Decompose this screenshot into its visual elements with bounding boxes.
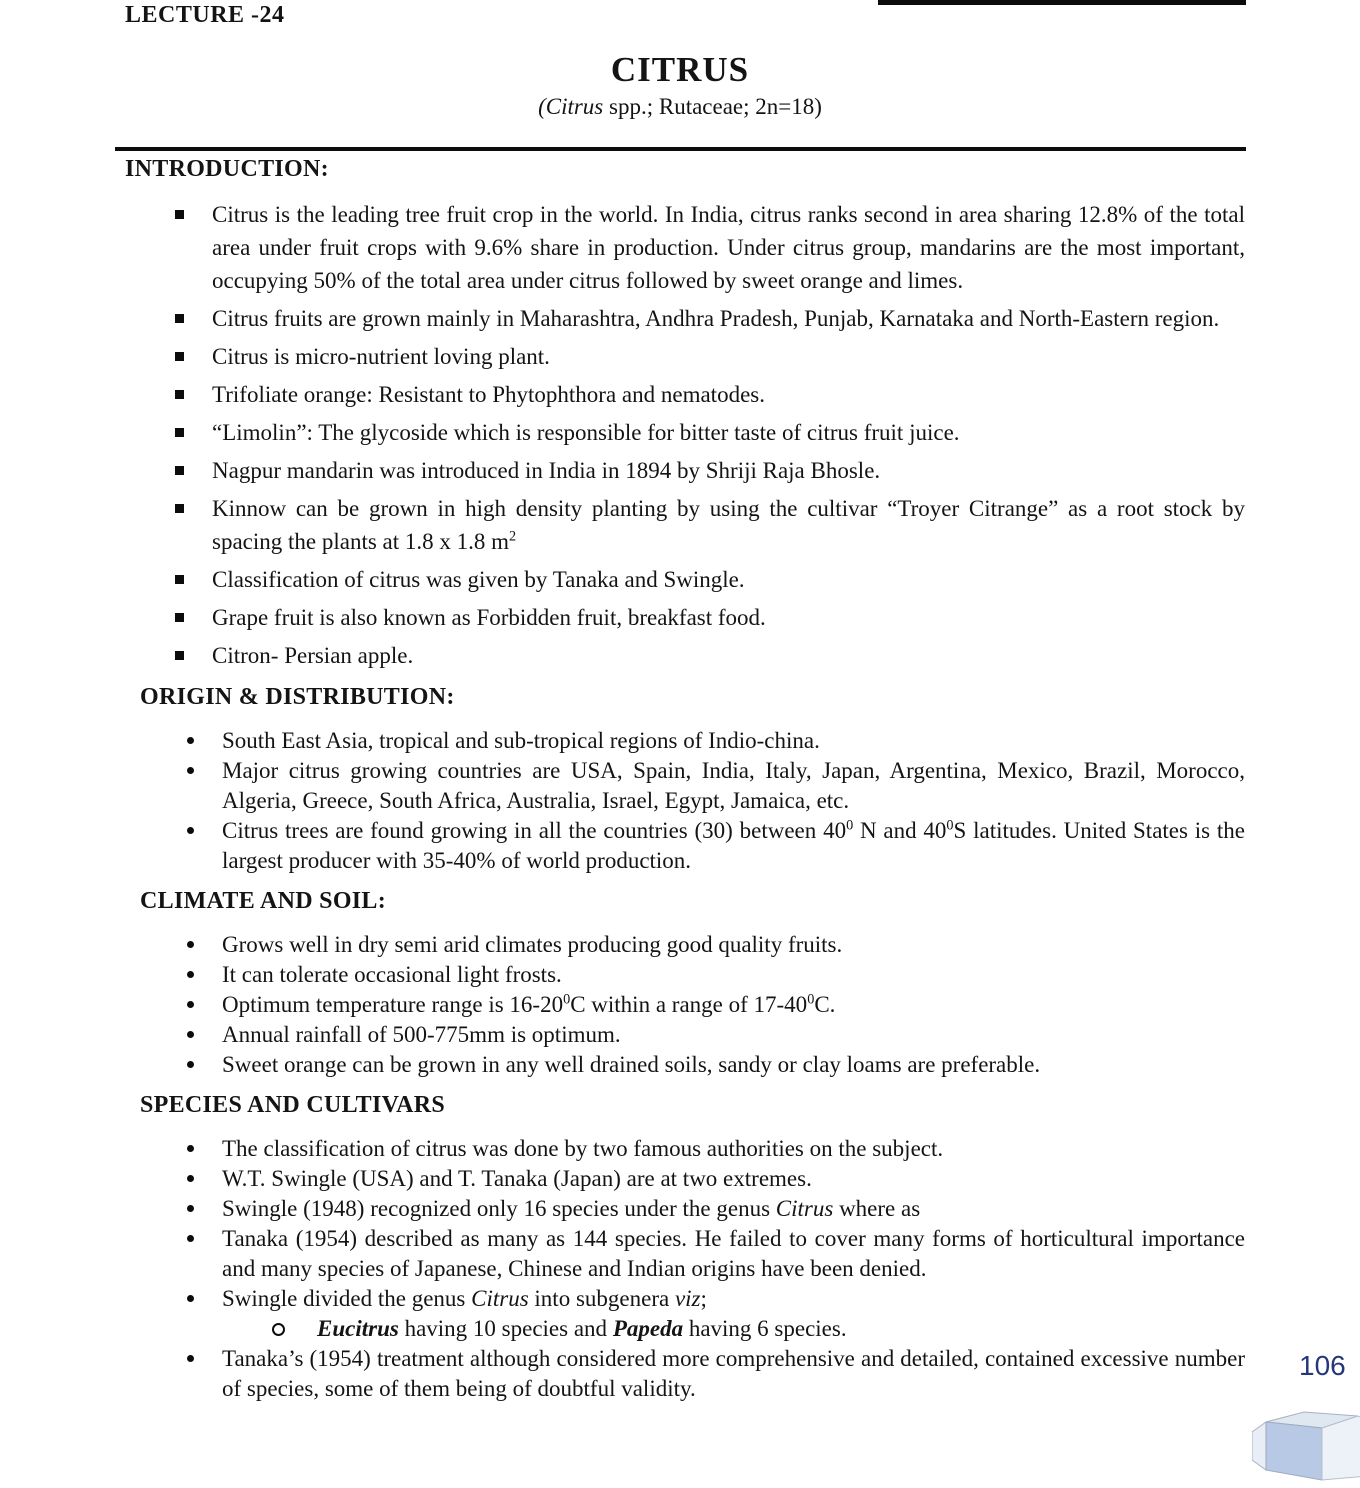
text-run: S latitudes. United States is the largest producer with 35-40% of world production. — [222, 818, 1245, 873]
text-run: The classification of citrus was done by two famous authorities on the subject. — [222, 1136, 944, 1161]
text-run: Nagpur mandarin was introduced in India in 1894 by Shriji Raja Bhosle. — [212, 458, 881, 483]
text-run: N and 40 — [853, 818, 947, 843]
item-text — [222, 1050, 1245, 1080]
text-run: Sweet orange can be grown in any well drained soils, sandy or clay loams are preferable. — [222, 1052, 1041, 1077]
lecture-label: LECTURE -24 — [125, 2, 285, 28]
bullet-item — [140, 930, 1245, 960]
bullet-item — [140, 816, 1245, 876]
disc-bullet-icon — [187, 1061, 194, 1068]
text-run: Major citrus growing countries are USA, Spain, India, Italy, Japan, Argentina, Mexico, Brazil, Morocco, Algeria, Greece, South Africa, Australia, Israel, Egypt, Jamaica, etc. — [222, 758, 1245, 813]
bullet-item — [125, 198, 1245, 297]
section-heading-climate-soil: CLIMATE AND SOIL: — [140, 888, 387, 914]
text-run: Citrus trees are found growing in all the countries (30) between 40 — [222, 818, 847, 843]
disc-bullet-icon — [187, 827, 194, 834]
text-run: Eucitrus — [317, 1316, 399, 1341]
text-run: Annual rainfall of 500-775mm is optimum. — [222, 1022, 621, 1047]
text-run: having 6 species. — [683, 1316, 847, 1341]
sub-bullet-item — [140, 1314, 1245, 1344]
disc-bullet-icon — [187, 1031, 194, 1038]
text-run: spp.; Rutaceae; 2n=18) — [603, 94, 822, 119]
disc-bullet-icon — [187, 1001, 194, 1008]
text-run: Papeda — [612, 1316, 684, 1341]
bullet-item — [125, 639, 1245, 672]
item-text — [222, 1344, 1245, 1404]
text-run: Citrus is micro-nutrient loving plant. — [212, 344, 550, 369]
bullet-item — [125, 563, 1245, 596]
text-run: into subgenera — [528, 1286, 675, 1311]
item-text — [212, 340, 1245, 373]
square-bullet-icon — [175, 651, 184, 660]
text-run: having 10 species and — [398, 1316, 613, 1341]
text-run: Citron- Persian apple. — [212, 643, 414, 668]
page-number: 106 — [1299, 1350, 1346, 1381]
bullet-item — [125, 454, 1245, 487]
text-run: W.T. Swingle (USA) and T. Tanaka (Japan) are at two extremes. — [222, 1166, 812, 1191]
scan-artifact-top-bar — [878, 0, 1246, 5]
text-run: viz — [674, 1286, 701, 1311]
bullet-item — [125, 492, 1245, 558]
disc-bullet-icon — [187, 971, 194, 978]
bullet-item — [140, 1164, 1245, 1194]
item-text — [222, 1134, 1245, 1164]
square-bullet-icon — [175, 575, 184, 584]
text-run: 0 — [846, 817, 854, 834]
title-divider-rule — [115, 147, 1246, 151]
text-run: South East Asia, tropical and sub-tropical regions of Indio-china. — [222, 728, 820, 753]
item-text — [317, 1314, 1245, 1344]
item-text — [222, 990, 1245, 1020]
item-text — [222, 1224, 1245, 1284]
text-run: Kinnow can be grown in high density planting by using the cultivar “Troyer Citrange” as a root stock by spacing the plants at 1.8 x 1.8 m — [212, 496, 1245, 554]
text-run: Citrus — [775, 1196, 834, 1221]
text-run: Grows well in dry semi arid climates producing good quality fruits. — [222, 932, 843, 957]
bullet-item — [125, 340, 1245, 373]
square-bullet-icon — [175, 314, 184, 323]
section-species-cultivars — [125, 1090, 1245, 1404]
bullet-item — [140, 1134, 1245, 1164]
text-run: Citrus is the leading tree fruit crop in the world. In India, citrus ranks second in area sharing 12.8% of the total area under fruit crops with 9.6% share in production. Under citrus group, mandarins are the most important, occupying 50% of the total area under citrus followed by sweet orange and limes. — [212, 202, 1245, 293]
bullet-item — [140, 1020, 1245, 1050]
square-bullet-icon — [175, 352, 184, 361]
item-text — [212, 639, 1245, 672]
circle-bullet-icon — [272, 1323, 285, 1336]
item-text — [212, 198, 1245, 297]
bullet-item — [140, 990, 1245, 1020]
item-text — [222, 960, 1245, 990]
disc-bullet-icon — [187, 1205, 194, 1212]
bullet-item — [140, 1050, 1245, 1080]
section-origin-distribution — [125, 682, 1245, 876]
text-run: Tanaka (1954) described as many as 144 species. He failed to cover many forms of horticultural importance and many species of Japanese, Chinese and Indian origins have been denied. — [222, 1226, 1245, 1281]
text-run: “Limolin”: The glycoside which is responsible for bitter taste of citrus fruit juice. — [212, 420, 960, 445]
text-run: Citrus — [471, 1286, 529, 1311]
document-subtitle — [0, 94, 1360, 120]
item-text — [212, 454, 1245, 487]
item-text — [212, 601, 1245, 634]
item-text — [212, 492, 1245, 558]
text-run: Grape fruit is also known as Forbidden fruit, breakfast food. — [212, 605, 766, 630]
disc-bullet-icon — [187, 1295, 194, 1302]
text-run: Optimum temperature range is 16-20 — [222, 992, 564, 1017]
disc-bullet-icon — [187, 941, 194, 948]
item-text — [212, 563, 1245, 596]
text-run: Tanaka’s (1954) treatment although considered more comprehensive and detailed, contained excessive number of species, some of them being of doubtful validity. — [222, 1346, 1245, 1401]
text-run: (Citrus — [538, 94, 604, 119]
text-run: 0 — [807, 991, 815, 1008]
item-text — [222, 1194, 1245, 1224]
text-run: Citrus fruits are grown mainly in Maharashtra, Andhra Pradesh, Punjab, Karnataka and North-Eastern region. — [212, 306, 1220, 331]
corner-3d-box-graphic — [1252, 1406, 1360, 1484]
text-run: Swingle divided the genus — [222, 1286, 472, 1311]
disc-bullet-icon — [187, 1235, 194, 1242]
text-run: 0 — [946, 817, 954, 834]
document-body — [125, 154, 1245, 1404]
disc-bullet-icon — [187, 737, 194, 744]
text-run: Trifoliate orange: Resistant to Phytophthora and nematodes. — [212, 382, 765, 407]
bullet-item — [125, 302, 1245, 335]
bullet-item — [140, 756, 1245, 816]
disc-bullet-icon — [187, 1175, 194, 1182]
text-run: C. — [814, 992, 836, 1017]
section-heading-species-cultivars: SPECIES AND CULTIVARS — [140, 1092, 446, 1118]
item-text — [222, 756, 1245, 816]
item-text — [222, 930, 1245, 960]
item-text — [222, 1020, 1245, 1050]
disc-bullet-icon — [187, 1145, 194, 1152]
bullet-item — [125, 416, 1245, 449]
bullet-item — [140, 726, 1245, 756]
item-text — [222, 1164, 1245, 1194]
section-heading-introduction: INTRODUCTION: — [125, 156, 329, 182]
item-text — [212, 302, 1245, 335]
text-run: 2 — [509, 528, 517, 545]
text-run: where as — [833, 1196, 921, 1221]
disc-bullet-icon — [187, 767, 194, 774]
item-text — [222, 726, 1245, 756]
disc-bullet-icon — [187, 1355, 194, 1362]
text-run: It can tolerate occasional light frosts. — [222, 962, 562, 987]
bullet-item — [125, 378, 1245, 411]
text-run: Classification of citrus was given by Tanaka and Swingle. — [212, 567, 745, 592]
square-bullet-icon — [175, 428, 184, 437]
bullet-item — [140, 960, 1245, 990]
section-introduction — [125, 154, 1245, 672]
bullet-item — [125, 601, 1245, 634]
item-text — [212, 378, 1245, 411]
text-run: ; — [700, 1286, 707, 1311]
text-run: 0 — [563, 991, 571, 1008]
item-text — [222, 816, 1245, 876]
section-climate-soil — [125, 886, 1245, 1080]
item-text — [222, 1284, 1245, 1314]
square-bullet-icon — [175, 504, 184, 513]
bullet-item — [140, 1344, 1245, 1404]
square-bullet-icon — [175, 466, 184, 475]
bullet-item — [140, 1224, 1245, 1284]
document-title: CITRUS — [610, 50, 750, 89]
item-text — [212, 416, 1245, 449]
text-run: Swingle (1948) recognized only 16 species under the genus — [222, 1196, 776, 1221]
document-subtitle-text — [538, 94, 822, 119]
text-run: C within a range of 17-40 — [570, 992, 808, 1017]
square-bullet-icon — [175, 390, 184, 399]
bullet-item — [140, 1284, 1245, 1314]
square-bullet-icon — [175, 613, 184, 622]
square-bullet-icon — [175, 210, 184, 219]
section-heading-origin-distribution: ORIGIN & DISTRIBUTION: — [140, 684, 455, 710]
bullet-item — [140, 1194, 1245, 1224]
